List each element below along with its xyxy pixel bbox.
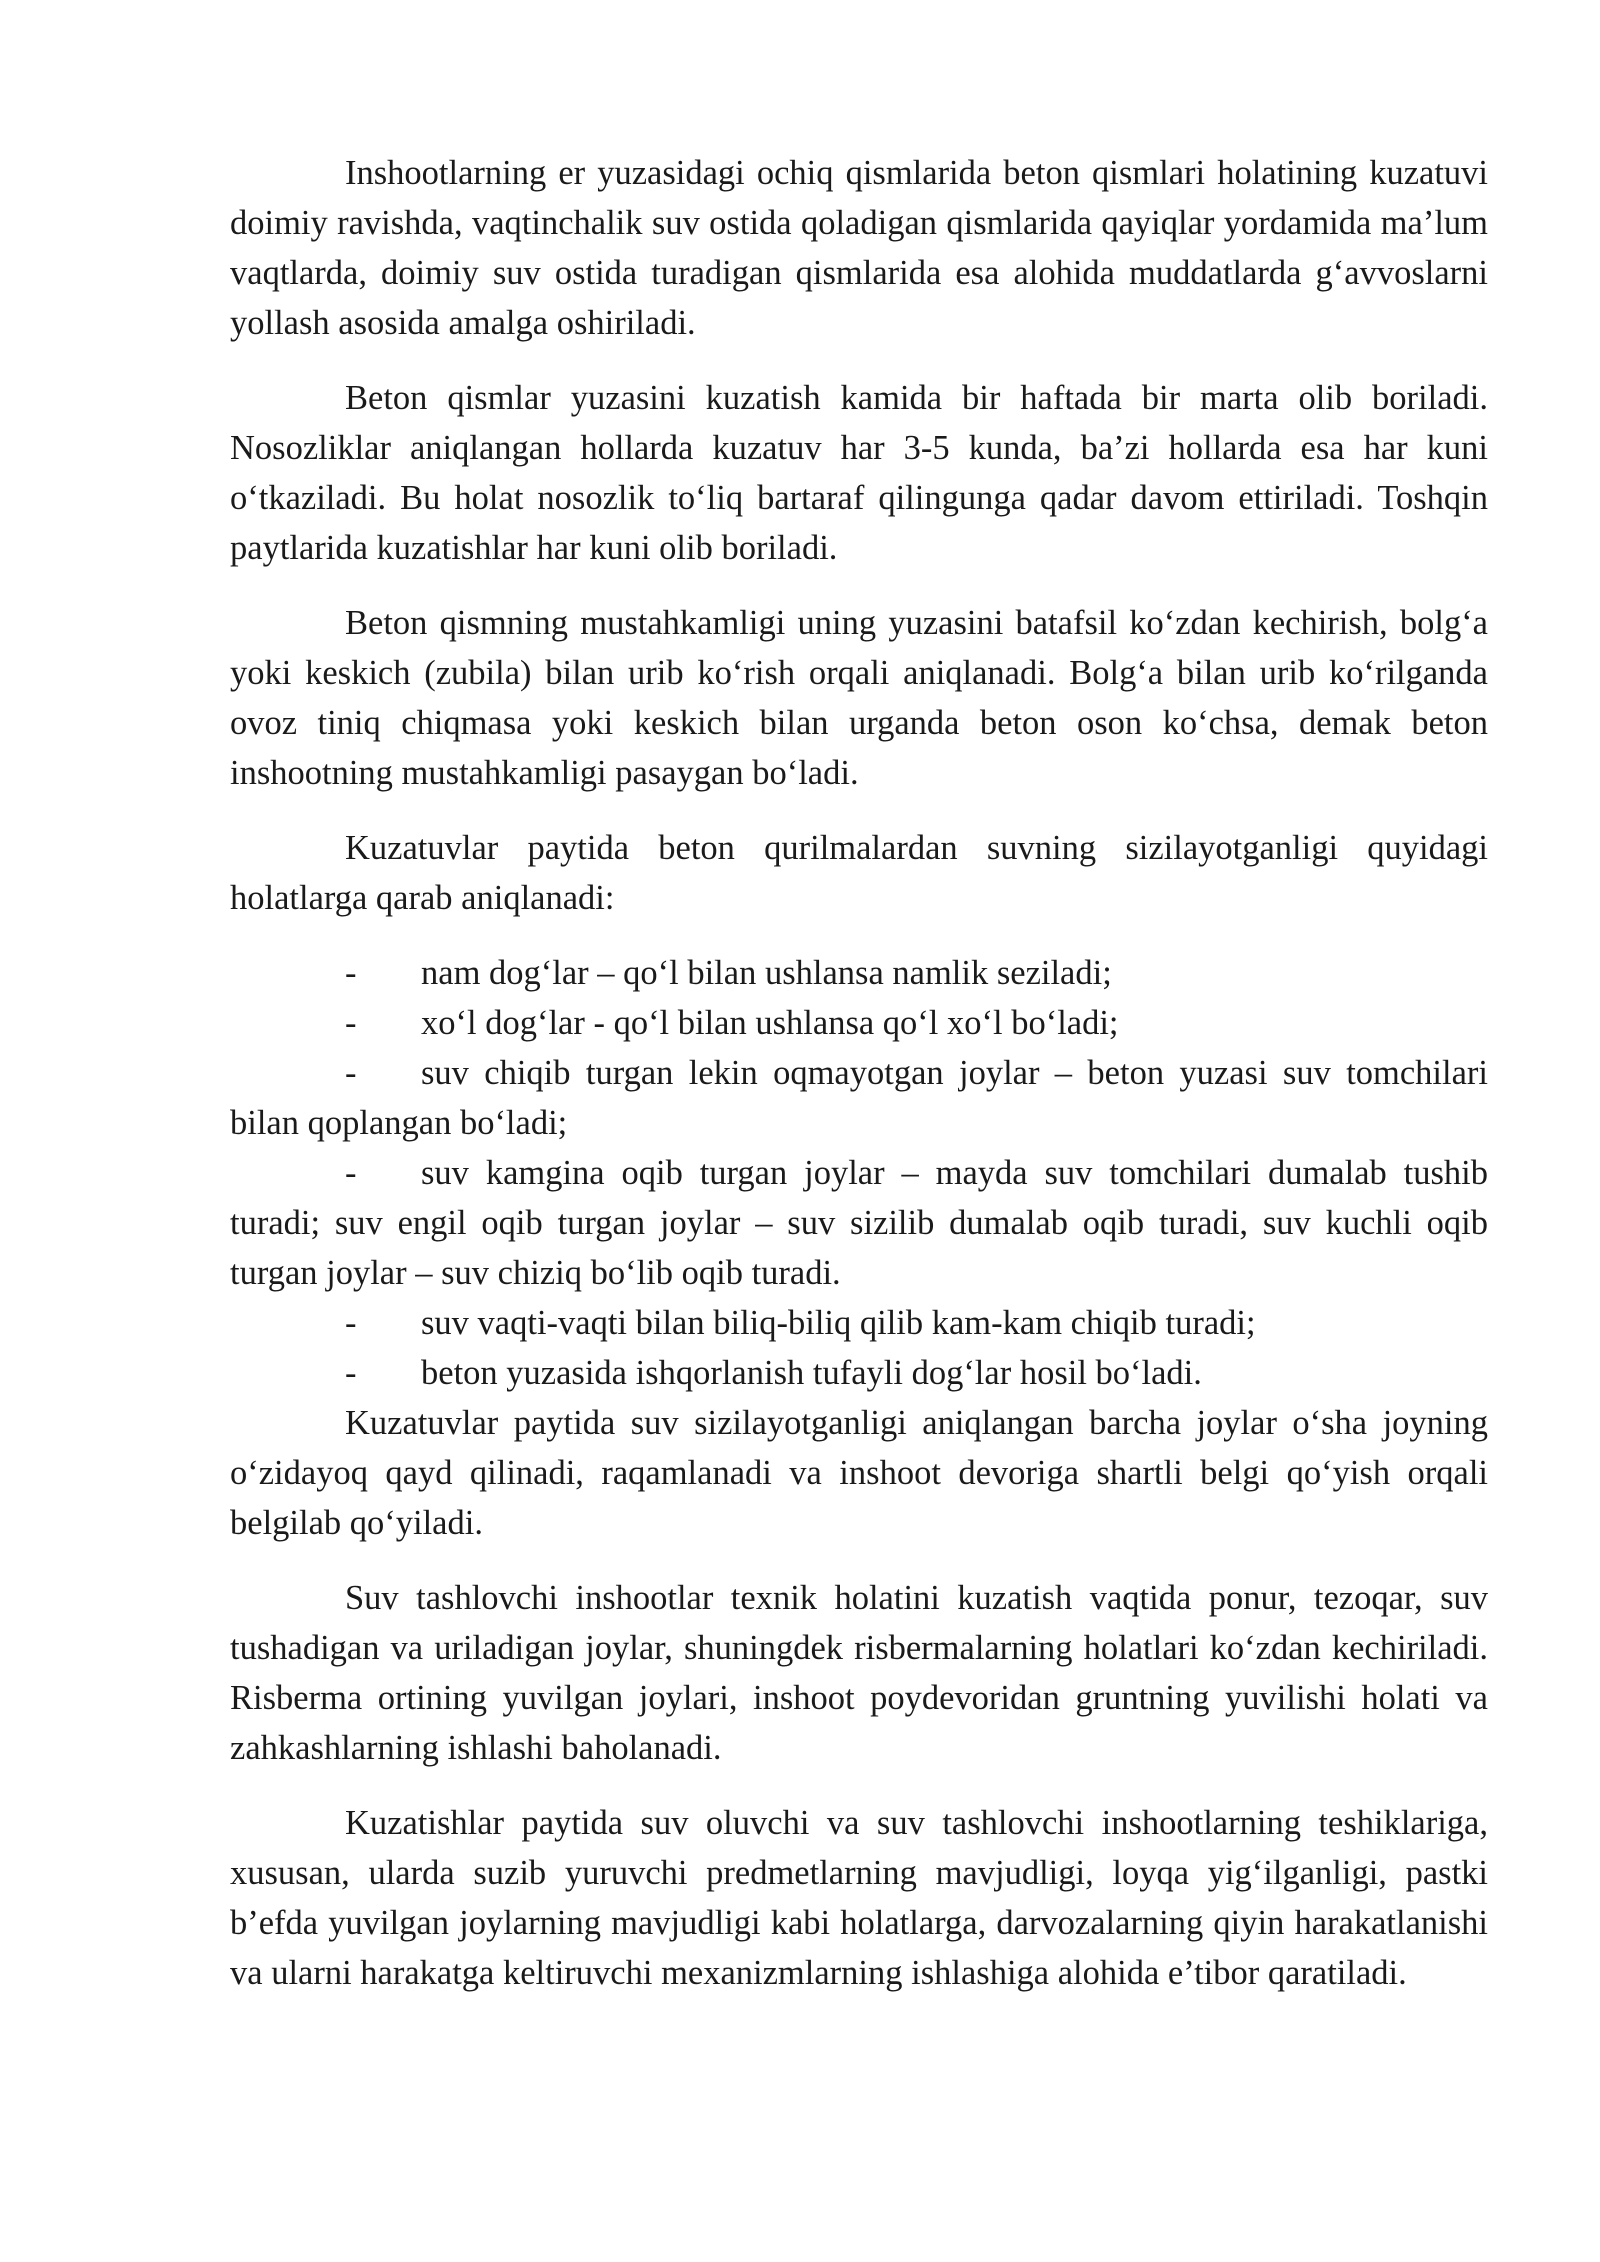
dash-marker: -: [345, 1004, 357, 1042]
list-item: [230, 998, 1488, 1048]
dash-marker: -: [345, 1154, 357, 1192]
paragraph-4: Kuzatuvlar paytida beton qurilmalardan suvning sizilayotganligi quyidagi holatlarga qarab aniqlanadi:: [230, 829, 1488, 917]
list-item: [230, 1298, 1488, 1348]
list-item-text: nam dog‘lar – qo‘l bilan ushlansa namlik seziladi;: [421, 954, 1112, 992]
list-item: [230, 1348, 1488, 1398]
list-spacer: [230, 923, 1488, 948]
paragraph-3: Beton qismning mustahkamligi uning yuzasini batafsil ko‘zdan kechirish, bolg‘a yoki keskich (zubila) bilan urib ko‘rish orqali aniqlanadi. Bolg‘a bilan urib ko‘rilganda ovoz tiniq chiqmasa yoki keskich bilan urganda beton oson ko‘chsa, demak beton inshootning mustahkamligi pasaygan bo‘ladi.: [230, 604, 1488, 792]
paragraph-7: Kuzatishlar paytida suv oluvchi va suv tashlovchi inshootlarning teshiklariga, xususan, ularda suzib yuruvchi predmetlarning mavjudligi, loyqa yig‘ilganligi, pastki b’efda yuvilgan joylarning mavjudligi kabi holatlarga, darvozalarning qiyin harakatlanishi va ularni harakatga keltiruvchi mexanizmlarning ishlashiga alohida e’tibor qaratiladi.: [230, 1804, 1488, 1992]
paragraph-2: Beton qismlar yuzasini kuzatish kamida bir haftada bir marta olib boriladi. Nosozliklar aniqlangan hollarda kuzatuv har 3-5 kunda, ba’zi hollarda esa har kuni o‘tkaziladi. Bu holat nosozlik to‘liq bartaraf qilingunga qadar davom ettiriladi. Toshqin paytlarida kuzatishlar har kuni olib boriladi.: [230, 379, 1488, 567]
list-item-text: suv kamgina oqib turgan joylar – mayda suv tomchilari dumalab tushib turadi; suv engil oqib turgan joylar – suv sizilib dumalab oqib turadi, suv kuchli oqib turgan joylar – suv chiziq bo‘lib oqib turadi.: [230, 1154, 1488, 1292]
dash-marker: -: [345, 1054, 357, 1092]
list-item-text: beton yuzasida ishqorlanish tufayli dog‘lar hosil bo‘ladi.: [421, 1354, 1202, 1392]
dash-marker: -: [345, 954, 357, 992]
list-item: [230, 1048, 1488, 1148]
dash-list: [230, 948, 1488, 1398]
list-item: [230, 1148, 1488, 1298]
document-page: [230, 148, 1488, 2023]
paragraph-1: Inshootlarning er yuzasidagi ochiq qismlarida beton qismlari holatining kuzatuvi doimiy ravishda, vaqtinchalik suv ostida qoladigan qismlarida qayiqlar yordamida ma’lum vaqtlarda, doimiy suv ostida turadigan qismlarida esa alohida muddatlarda g‘avvoslarni yollash asosida amalga oshiriladi.: [230, 154, 1488, 342]
list-item-text: xo‘l dog‘lar - qo‘l bilan ushlansa qo‘l xo‘l bo‘ladi;: [421, 1004, 1119, 1042]
list-item: [230, 948, 1488, 998]
paragraph-5: Kuzatuvlar paytida suv sizilayotganligi aniqlangan barcha joylar o‘sha joyning o‘zidayoq qayd qilinadi, raqamlanadi va inshoot devoriga shartli belgi qo‘yish orqali belgilab qo‘yiladi.: [230, 1404, 1488, 1542]
list-item-text: suv chiqib turgan lekin oqmayotgan joylar – beton yuzasi suv tomchilari bilan qoplangan bo‘ladi;: [230, 1054, 1488, 1142]
list-item-text: suv vaqti-vaqti bilan biliq-biliq qilib kam-kam chiqib turadi;: [421, 1304, 1256, 1342]
dash-marker: -: [345, 1354, 357, 1392]
dash-marker: -: [345, 1304, 357, 1342]
paragraph-6: Suv tashlovchi inshootlar texnik holatini kuzatish vaqtida ponur, tezoqar, suv tushadigan va uriladigan joylar, shuningdek risbermalarning holatlari ko‘zdan kechiriladi. Risberma ortining yuvilgan joylari, inshoot poydevoridan gruntning yuvilishi holati va zahkashlarning ishlashi baholanadi.: [230, 1579, 1488, 1767]
